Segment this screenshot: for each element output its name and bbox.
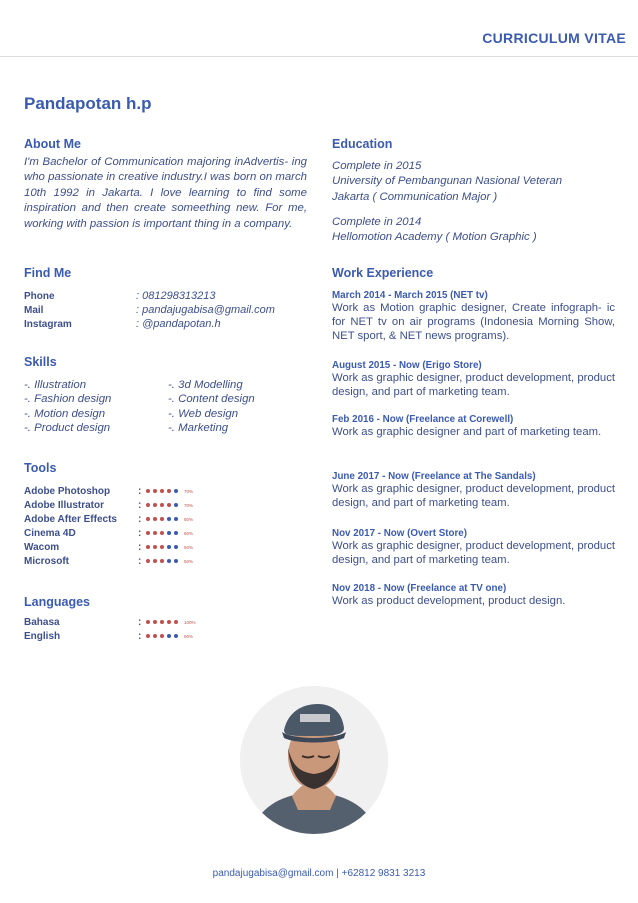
rating-dot xyxy=(167,559,171,563)
rating-dot xyxy=(160,489,164,493)
skills-left-list xyxy=(24,378,111,435)
skill-item: -. Motion design xyxy=(24,407,106,420)
rating-dot xyxy=(160,531,164,535)
rating-row xyxy=(24,498,304,512)
rating-dot xyxy=(153,517,157,521)
contact-value: : 081298313213 xyxy=(136,290,216,302)
contact-row xyxy=(24,289,216,303)
work-heading: Work Experience xyxy=(332,266,434,280)
rating-dot xyxy=(153,620,157,624)
rating-row xyxy=(24,629,304,643)
contact-row xyxy=(24,303,275,317)
rating-dot xyxy=(146,620,150,624)
rating-percent: 50% xyxy=(184,516,194,522)
rating-dot xyxy=(160,545,164,549)
languages-heading: Languages xyxy=(24,595,90,609)
skill-item: -. Fashion design xyxy=(24,393,112,406)
rating-dot xyxy=(160,559,164,563)
rating-colon: : xyxy=(138,630,142,642)
rating-label: Microsoft xyxy=(24,555,69,567)
rating-dot xyxy=(153,559,157,563)
education-line: Jakarta ( Communication Major ) xyxy=(332,190,498,203)
work-description: Work as graphic designer, product development, product design, and part of marketing team. xyxy=(332,483,616,510)
work-date: Nov 2017 - Now (Overt Store) xyxy=(332,528,468,539)
rating-colon: : xyxy=(138,499,142,511)
rating-colon: : xyxy=(138,616,142,628)
rating-percent: 50% xyxy=(184,544,194,550)
education-line: University of Pembangunan Nasional Veteran xyxy=(332,175,563,188)
rating-dot xyxy=(146,634,150,638)
rating-dots xyxy=(146,620,178,624)
rating-dot xyxy=(174,620,178,624)
profile-photo xyxy=(240,686,388,834)
rating-row xyxy=(24,512,304,526)
work-description: Work as graphic designer, product development, product design, and part of marketing team. xyxy=(332,372,616,399)
footer-contact: pandajugabisa@gmail.com | +62812 9831 3213 xyxy=(212,868,426,879)
rating-dots xyxy=(146,517,178,521)
education-line: Hellomotion Academy ( Motion Graphic ) xyxy=(332,231,537,244)
rating-dot xyxy=(167,531,171,535)
rating-percent: 50% xyxy=(184,633,194,639)
work-date: August 2015 - Now (Erigo Store) xyxy=(332,360,482,371)
rating-dot xyxy=(167,634,171,638)
rating-row xyxy=(24,554,304,568)
rating-dot xyxy=(174,489,178,493)
rating-dot xyxy=(146,517,150,521)
work-description: Work as product development, product design. xyxy=(332,595,566,607)
rating-dot xyxy=(146,531,150,535)
languages-list xyxy=(24,615,304,643)
rating-label: Bahasa xyxy=(24,616,60,628)
rating-dot xyxy=(146,559,150,563)
skill-item: -. Web design xyxy=(168,407,239,420)
rating-dot xyxy=(160,517,164,521)
work-date: Nov 2018 - Now (Freelance at TV one) xyxy=(332,583,507,594)
education-line: Complete in 2015 xyxy=(332,160,422,172)
rating-percent: 50% xyxy=(184,558,194,564)
skill-item: -. 3d Modelling xyxy=(168,379,243,391)
rating-dot xyxy=(153,489,157,493)
skill-item: -. Illustration xyxy=(24,379,87,391)
contact-value: : pandajugabisa@gmail.com xyxy=(136,304,275,316)
tools-list xyxy=(24,484,304,568)
work-date: March 2014 - March 2015 (NET tv) xyxy=(332,290,488,301)
rating-percent: 70% xyxy=(184,488,194,494)
work-item xyxy=(332,583,615,608)
rating-label: Adobe After Effects xyxy=(24,513,117,525)
work-item xyxy=(332,414,615,439)
rating-dot xyxy=(174,517,178,521)
rating-row xyxy=(24,540,304,554)
rating-dot xyxy=(174,503,178,507)
rating-dot xyxy=(167,503,171,507)
rating-dot xyxy=(146,545,150,549)
rating-colon: : xyxy=(138,485,142,497)
work-description: Work as Motion graphic designer, Create infograph- ic for NET tv on air programs (Indonesia Morning Show, NET sport, & NET news programs). xyxy=(332,302,615,343)
work-description: Work as graphic designer and part of marketing team. xyxy=(332,426,602,438)
work-description: Work as graphic designer, product development, product design, and part of marketing team. xyxy=(332,540,616,567)
about-text: I'm Bachelor of Communication majoring inAdvertis- ing who passionate in creative industry.I was born on march 10th 1992 in Jakarta. I love learning to find some inspiration and then create someething new. For me, working with passion is important thing in a company. xyxy=(24,156,307,230)
rating-row xyxy=(24,526,304,540)
rating-dot xyxy=(160,620,164,624)
contact-row xyxy=(24,317,221,331)
education-line: Complete in 2014 xyxy=(332,216,422,228)
contact-label: Instagram xyxy=(24,318,72,330)
rating-dot xyxy=(174,531,178,535)
rating-dots xyxy=(146,634,178,638)
rating-colon: : xyxy=(138,541,142,553)
skill-item: -. Product design xyxy=(24,421,111,434)
rating-label: English xyxy=(24,630,61,642)
rating-dot xyxy=(167,620,171,624)
work-date: June 2017 - Now (Freelance at The Sandals) xyxy=(332,471,536,482)
rating-colon: : xyxy=(138,513,142,525)
portrait-illustration xyxy=(240,686,388,834)
header-divider xyxy=(0,56,638,57)
rating-dot xyxy=(160,634,164,638)
about-heading: About Me xyxy=(24,137,81,151)
rating-dot xyxy=(153,545,157,549)
rating-colon: : xyxy=(138,527,142,539)
education-entry xyxy=(332,159,622,205)
work-item xyxy=(332,528,615,567)
rating-dot xyxy=(167,517,171,521)
person-name: Pandapotan h.p xyxy=(24,94,152,113)
rating-label: Adobe Photoshop xyxy=(24,485,111,497)
tools-heading: Tools xyxy=(24,461,57,475)
rating-dot xyxy=(167,489,171,493)
find-me-heading: Find Me xyxy=(24,266,72,280)
rating-dots xyxy=(146,545,178,549)
rating-dot xyxy=(146,503,150,507)
skills-right-list xyxy=(168,378,255,435)
contact-value: : @pandapotan.h xyxy=(136,318,221,330)
rating-label: Adobe Illustrator xyxy=(24,499,105,511)
work-item xyxy=(332,290,615,344)
rating-percent: 100% xyxy=(184,619,196,625)
rating-dot xyxy=(174,559,178,563)
rating-row xyxy=(24,615,304,629)
rating-label: Cinema 4D xyxy=(24,527,76,539)
work-date: Feb 2016 - Now (Freelance at Corewell) xyxy=(332,414,514,425)
rating-dot xyxy=(174,545,178,549)
contact-label: Mail xyxy=(24,304,44,316)
rating-dot xyxy=(153,634,157,638)
rating-percent: 60% xyxy=(184,530,194,536)
education-heading: Education xyxy=(332,137,393,151)
rating-dots xyxy=(146,489,178,493)
rating-dot xyxy=(146,489,150,493)
skill-item: -. Marketing xyxy=(168,421,229,434)
rating-dots xyxy=(146,503,178,507)
rating-row xyxy=(24,484,304,498)
rating-dot xyxy=(153,531,157,535)
rating-colon: : xyxy=(138,555,142,567)
rating-dot xyxy=(167,545,171,549)
rating-dots xyxy=(146,531,178,535)
contact-label: Phone xyxy=(24,290,55,302)
skill-item: -. Content design xyxy=(168,393,255,406)
education-entry xyxy=(332,215,622,246)
rating-dots xyxy=(146,559,178,563)
rating-label: Wacom xyxy=(24,541,60,553)
document-title: CURRICULUM VITAE xyxy=(482,30,626,46)
work-item xyxy=(332,360,615,399)
rating-dot xyxy=(160,503,164,507)
skills-heading: Skills xyxy=(24,355,57,369)
rating-percent: 70% xyxy=(184,502,194,508)
work-item xyxy=(332,471,615,510)
rating-dot xyxy=(174,634,178,638)
rating-dot xyxy=(153,503,157,507)
